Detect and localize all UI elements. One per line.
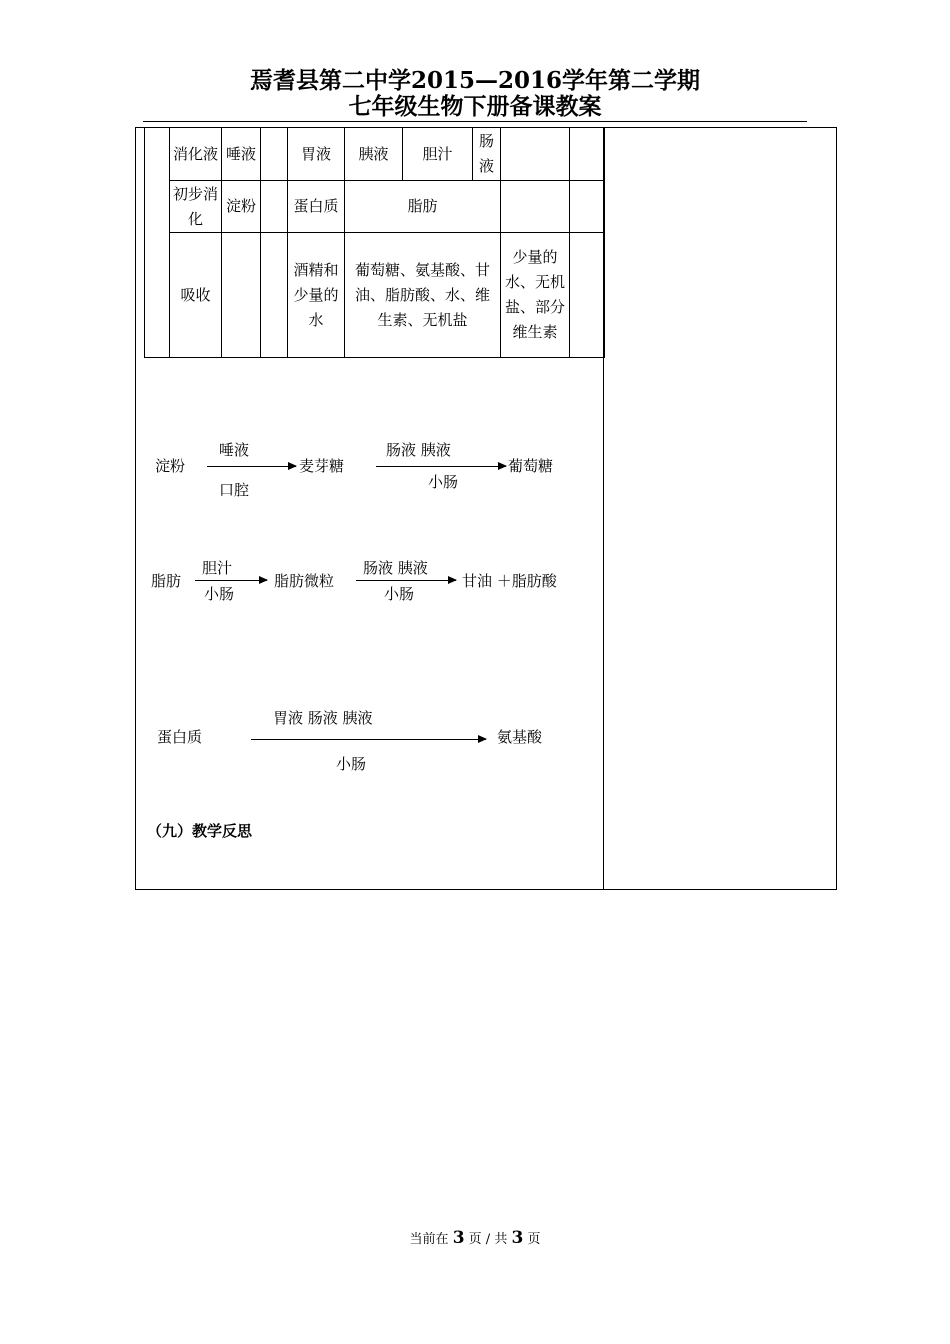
flow-protein-arrow-top: 胃液 肠液 胰液	[273, 709, 373, 727]
table-cell: 胰液	[345, 128, 403, 181]
footer-middle: 页 / 共	[468, 1232, 508, 1247]
flow-protein-start: 蛋白质	[157, 728, 203, 746]
flow-fat-arrow1-top: 胆汁	[202, 559, 233, 577]
flow-starch-arrow2	[376, 466, 506, 467]
digestion-table	[144, 127, 605, 358]
table-cell	[501, 181, 570, 233]
flow-starch-mid: 麦芽糖	[299, 457, 345, 475]
flow-protein-arrow-bottom: 小肠	[336, 755, 367, 773]
table-cell	[570, 233, 605, 358]
flow-fat-arrow2	[356, 580, 456, 581]
flow-protein-end: 氨基酸	[497, 728, 543, 746]
table-cell: 胆汁	[403, 128, 473, 181]
table-cell	[261, 128, 288, 181]
table-cell	[501, 128, 570, 181]
flow-starch-end: 葡萄糖	[508, 457, 554, 475]
table-cell: 少量的水、无机盐、部分维生素	[501, 233, 570, 358]
table-row-absorption	[145, 233, 605, 358]
flow-fat-start: 脂肪	[151, 572, 182, 590]
table-cell: 胃液	[288, 128, 345, 181]
footer-total-pages: 3	[511, 1228, 524, 1248]
table-cell: 消化液	[170, 128, 222, 181]
flow-protein-arrow	[251, 739, 486, 740]
table-cell: 淀粉	[222, 181, 261, 233]
page-footer	[0, 1228, 950, 1250]
flow-starch-arrow1-bottom: 口腔	[219, 481, 250, 499]
flow-starch-arrow1-top: 唾液	[219, 441, 250, 459]
flow-fat-arrow2-top: 肠液 胰液	[363, 559, 428, 577]
flow-fat-arrow1-bottom: 小肠	[204, 585, 235, 603]
header-rule	[143, 121, 807, 122]
flow-fat-mid: 脂肪微粒	[274, 572, 335, 590]
table-cell: 吸收	[170, 233, 222, 358]
flow-starch-arrow2-bottom: 小肠	[428, 473, 459, 491]
table-row-digestive-juice	[145, 128, 605, 181]
table-cell	[570, 128, 605, 181]
reflection-heading: （九）教学反思	[147, 822, 253, 840]
flow-starch-arrow2-top: 肠液 胰液	[386, 441, 451, 459]
flow-starch-arrow1	[207, 466, 296, 467]
header-title-line1: 焉耆县第二中学2015—2016学年第二学期	[249, 67, 701, 94]
footer-suffix: 页	[527, 1232, 541, 1247]
table-row-initial-digestion	[145, 181, 605, 233]
flow-fat-end: 甘油 ＋脂肪酸	[462, 572, 557, 590]
table-cell	[261, 233, 288, 358]
table-cell: 初步消化	[170, 181, 222, 233]
table-cell: 葡萄糖、氨基酸、甘油、脂肪酸、水、维生素、无机盐	[345, 233, 501, 358]
table-cell: 酒精和少量的水	[288, 233, 345, 358]
table-cell: 唾液	[222, 128, 261, 181]
table-cell: 肠液	[473, 128, 501, 181]
footer-prefix: 当前在	[409, 1232, 449, 1247]
table-cell	[222, 233, 261, 358]
table-cell: 蛋白质	[288, 181, 345, 233]
flow-starch-start: 淀粉	[155, 457, 186, 475]
flow-fat-arrow1	[195, 580, 267, 581]
header-title-line2: 七年级生物下册备课教案	[348, 93, 602, 120]
table-cell: 脂肪	[345, 181, 501, 233]
table-cell	[570, 181, 605, 233]
table-cell	[261, 181, 288, 233]
flow-fat-arrow2-bottom: 小肠	[384, 585, 415, 603]
table-blank-margin-cell	[145, 128, 170, 358]
footer-current-page: 3	[452, 1228, 465, 1248]
